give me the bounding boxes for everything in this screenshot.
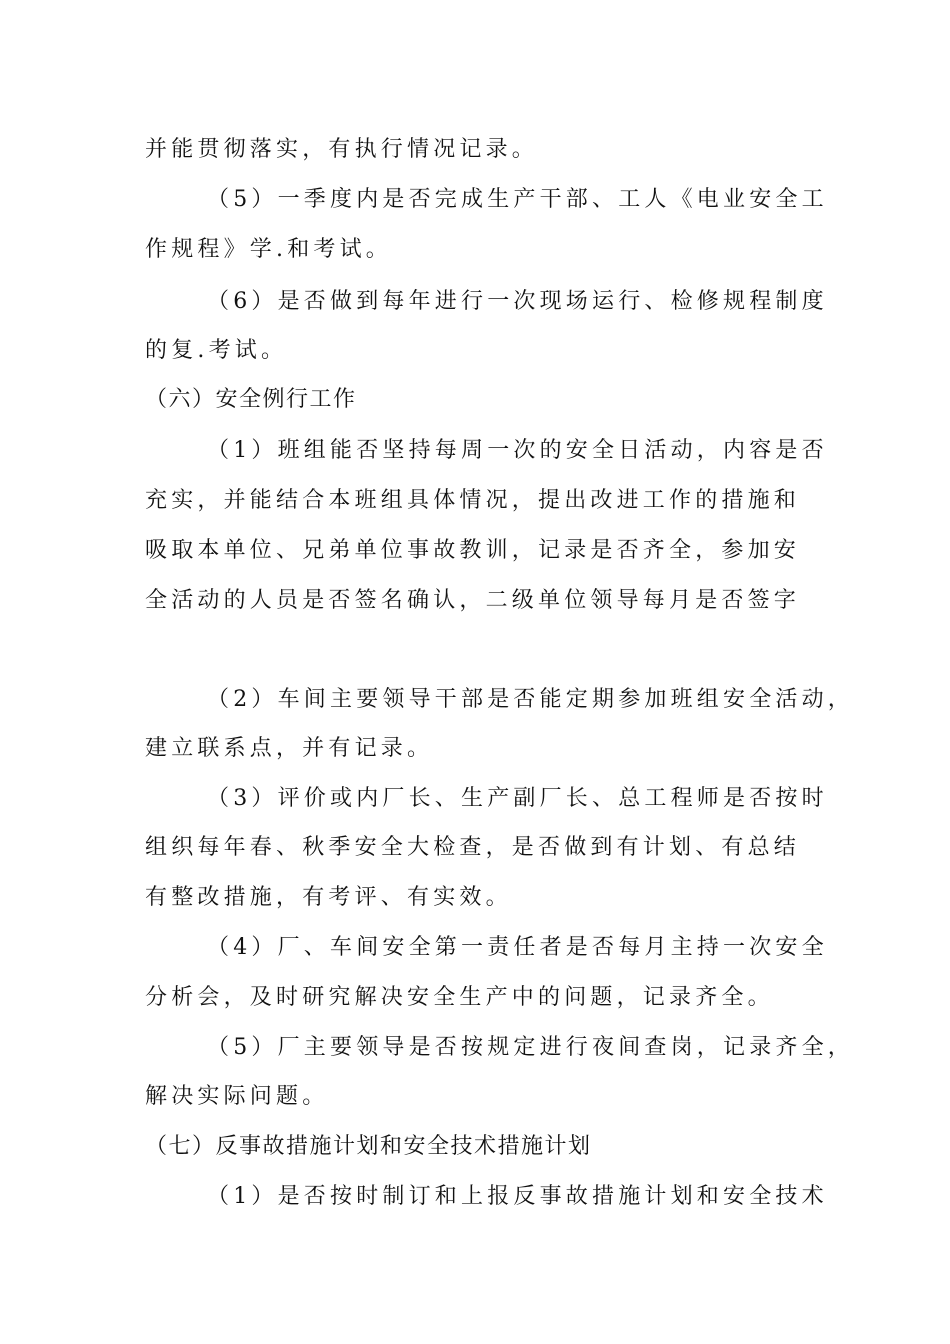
body-text-line: （2）车间主要领导干部是否能定期参加班组安全活动， [207, 687, 854, 712]
body-text-line: 作规程》学.和考试。 [145, 237, 392, 262]
body-text-line: （5）一季度内是否完成生产干部、工人《电业安全工 [207, 187, 828, 212]
section-heading: （六）安全例行工作 [145, 387, 357, 412]
body-text-line: 有整改措施，有考评、有实效。 [145, 885, 512, 910]
body-text-line: 解决实际问题。 [145, 1084, 329, 1109]
body-text-line: （3）评价或内厂长、生产副厂长、总工程师是否按时 [207, 786, 828, 811]
body-text-line: （4）厂、车间安全第一责任者是否每月主持一次安全 [207, 935, 828, 960]
section-heading: （七）反事故措施计划和安全技术措施计划 [145, 1134, 592, 1159]
body-text-line: （1）是否按时制订和上报反事故措施计划和安全技术 [207, 1184, 828, 1209]
body-text-line: 并能贯彻落实，有执行情况记录。 [145, 137, 539, 162]
body-text-line: 充实，并能结合本班组具体情况，提出改进工作的措施和 [145, 488, 801, 513]
body-text-line: 的复.考试。 [145, 338, 288, 363]
body-text-line: （5）厂主要领导是否按规定进行夜间查岗，记录齐全， [207, 1035, 854, 1060]
body-text-line: （6）是否做到每年进行一次现场运行、检修规程制度 [207, 289, 828, 314]
body-text-line: 吸取本单位、兄弟单位事故教训，记录是否齐全，参加安 [145, 538, 801, 563]
body-text-line: 建立联系点，并有记录。 [145, 736, 434, 761]
body-text-line: 全活动的人员是否签名确认，二级单位领导每月是否签字 [145, 588, 801, 613]
body-text-line: 分析会，及时研究解决安全生产中的问题，记录齐全。 [145, 985, 774, 1010]
body-text-line: 组织每年春、秋季安全大检查，是否做到有计划、有总结 [145, 835, 801, 860]
body-text-line: （1）班组能否坚持每周一次的安全日活动，内容是否 [207, 438, 828, 463]
